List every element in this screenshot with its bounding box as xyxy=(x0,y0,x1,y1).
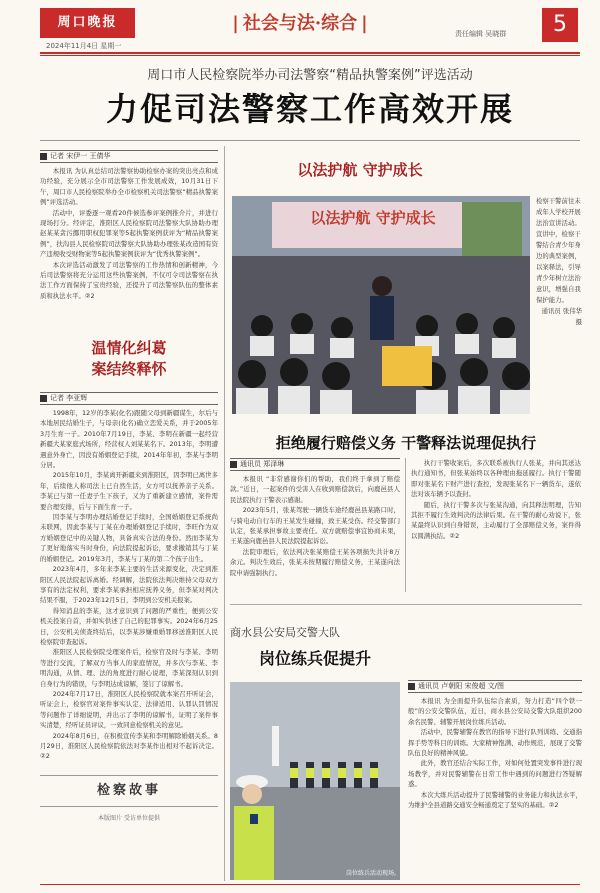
story4-paragraph: 本次大练兵活动提升了民警辅警的业务能力和执法水平，为维护全县道路交通安全畅通奠定了坚实的基础。②2 xyxy=(408,790,582,810)
story4-title: 岗位练兵促提升 xyxy=(258,649,371,668)
story4-paragraph: 此外，教官还结合实际工作，对如何处置突发事件进行现场教学，并对民警辅警在日常工作中遇到的问题进行答疑解惑。 xyxy=(408,759,582,789)
story2-title-line1: 温情化纠葛 xyxy=(91,339,167,357)
story3-byline-text: 通讯员 郑泽琳 xyxy=(240,460,285,468)
story4-paragraph: 本报讯 为全面提升队伍综合素质，努力打造“四个铁一般”的公安交警队伍，近日，商水县公安局交警大队组织200余名民警、辅警开展岗位练兵活动。 xyxy=(408,697,582,726)
story4 xyxy=(408,680,582,880)
story2-paragraph: 得知消息的李某，这才意识到了问题的严重性，便到公安机关投案自首，并如实供述了自己的犯罪事实。2024年6月25日，公安机关侦查终结后，以李某涉嫌重婚罪移送淮阳区人民检察院审查起诉。 xyxy=(40,606,218,646)
photo1-credit: 通讯员 张伟华 摄 xyxy=(541,307,582,326)
story2 xyxy=(40,392,218,761)
story2-paragraph: 2023年4月，多年来李某主要的生活来源变化，决定到淮阳区人民法院起诉离婚。经调解，法院依法判决维持父母双方享有的法定权利，要求李某承担相应抚养义务，但李某对判决结果不服，于2023年12月5日，李明到公安机关报案。 xyxy=(40,565,218,605)
lead-paragraph: 活动中，评委逐一观看20件候选参评案例推介片，并进行现场打分。经评定，淮阳区人民检察院司法警察大队协助办理赵某某贪污挪用职权犯罪案等5起执警案例获评为“精品执警案例”，扶沟县人民检察院司法警察大队协助办理张某改造国有资产违规收受财物案等5起执警案例获评为“优秀执警案例”。 xyxy=(40,208,218,259)
section-divider-left: | xyxy=(232,13,239,34)
byline-marker-icon xyxy=(230,461,237,468)
story3-title: 拒绝履行赔偿义务 干警释法说理促执行 xyxy=(275,434,537,452)
story2-byline-text: 记者 李亚辉 xyxy=(50,394,88,402)
lead-kicker: 周口市人民检察院举办司法警察“精品执警案例”评选活动 xyxy=(147,68,473,83)
page-editor: 责任编辑 吴晓群 xyxy=(455,30,507,38)
story2-paragraph: 因李某与李明办理结婚登记手续时，全国婚姻登记系统尚未联网，因此李某与丁某在办理婚姻登记手续时，李旺作为双方婚姻登记中的关键人物，具备真实合法的身份。然而李某为了更好地落实当时身份，向法院提起诉讼，要求撤销其与丁某的婚姻登记。2019年3月，李某与丁某的第二个孩子出生。 xyxy=(40,513,218,563)
lead-byline xyxy=(40,150,218,163)
traffic-police-illustration xyxy=(230,682,400,880)
story4-byline xyxy=(408,680,582,693)
byline-marker-icon xyxy=(40,153,47,160)
footer-rule xyxy=(40,884,580,885)
story2-title-line2: 案结终释怀 xyxy=(91,360,167,378)
story3-paragraph: 本报讯 “非常感谢你们的帮助，我们终于拿到了赔偿款。”近日，一起案件的受害人在收到赔偿款后，向鹿邑县人民法院执行干警表示感谢。 xyxy=(230,475,400,504)
section-divider-right: | xyxy=(361,13,368,34)
traffic-police-photo xyxy=(230,682,400,880)
story4-byline-text: 通讯员 卢朝阳 宋俊超 文/图 xyxy=(418,682,505,690)
story3-byline xyxy=(230,458,400,471)
page-number: 5 xyxy=(542,8,578,42)
section-title-text: 社会与法·综合 xyxy=(242,13,358,34)
photo1-caption-text: 检察干警前往未成年人学校开展法治宣讲活动。宣讲中，检察干警结合青少年身边的典型案例，以案释法，引导青少年树立法治意识，增强自我保护能力。 xyxy=(536,197,581,304)
story2-paragraph: 2015年10月，李某离开新疆来到淮阳区，因李明已离世多年，后续他人称司法上已自然生活，女方可以抚养亲子关系。李某已与第一任妻子生下孩子，又为了重新建立感情，案件需要合理安排，后与下面生育一子。 xyxy=(40,471,218,511)
issue-date: 2024年11月4日 星期一 xyxy=(46,42,122,50)
story2-byline xyxy=(40,392,218,405)
photo1-banner-text: 以法护航 守护成长 xyxy=(310,209,436,227)
story3-col1 xyxy=(230,458,400,592)
column-label: 检察故事 xyxy=(96,783,161,798)
story3-paragraph: 法院审理后，依法判决张某赔偿王某各项损失共计8万余元。判决生效后，张某未按期履行赔偿义务，王某遂向法院申请强制执行。 xyxy=(230,547,400,577)
lead-paragraph: 本次评选活动激发了司法警察的工作热情和创新精神，今后司法警察将充分运用这些执警案例，不仅可令司法警察在执法工作方面保持了宝贵经验，还提升了司法警察队伍的整体素质和执法水平。②2 xyxy=(40,260,218,300)
story3-paragraph: 执行干警收案后，多次联系被执行人张某，并向其送达执行通知书，但张某始终以各种理由拖延履行。执行干警随即对张某名下财产进行查控，发现张某名下一辆货车，遂依法对该车辆予以查封。 xyxy=(411,459,581,499)
photo-note: 本版图片 受访单位提供 xyxy=(98,815,160,822)
byline-marker-icon xyxy=(40,395,47,402)
byline-marker-icon xyxy=(408,683,415,690)
photo1-caption xyxy=(536,196,582,414)
header-rule xyxy=(40,52,580,54)
story3-divider xyxy=(405,458,406,592)
story3-paragraph: 2023年5月，张某驾驶一辆货车途经鹿邑县某路口时，与骑电动自行车的王某发生碰撞，致王某受伤。经交警部门认定，张某承担事故主要责任。双方就赔偿事宜协商未果，王某遂向鹿邑县人民法院提起诉讼。 xyxy=(230,506,400,546)
story4-paragraph: 活动中，民警辅警在教官的指导下进行队列训练、交通指挥手势等科目的训练。大家精神饱满、动作规范，展现了交警队伍良好的精神风貌。 xyxy=(408,728,582,758)
story3-col2 xyxy=(411,458,581,592)
lead-paragraph: 本报讯 为认真总结司法警察协助检察办案的突出亮点和成功经验，充分展示全市司法警察工作发展成效，10月31日下午，周口市人民检察院举办全市检察机关司法警察“精品执警案例”评选活动。 xyxy=(40,167,218,207)
story2-paragraph: 淮阳区人民检察院受理案件后，检察官及时与李某、李明等进行交流，了解双方当事人的家庭情况，并多次与李某、李明沟通，从情、理、法的角度进行耐心说理，李某深刻认识到自身行为的错误，与李明达成谅解，签订了谅解书。 xyxy=(40,648,218,688)
story4-kicker: 商水县公安局交警大队 xyxy=(230,626,340,639)
lead-headline: 力促司法警察工作高效开展 xyxy=(105,90,514,128)
story4-photo-caption: 岗位练兵活动现场。 xyxy=(345,870,400,877)
story-separator xyxy=(230,604,582,605)
story2-paragraph: 1998年，12岁的李某(化名)跟随父母到新疆谋生，尔后与本地居民结婚生子，与母亲(化名)确立恋爱关系，并于2005年3月生育一子。2010年7月19日，李某、李明在新疆一起经营新疆大某家庭式场所，经营权人刘某某名下。2013年，李明遭遇意外身亡，因没有婚姻登记手续，2014年年初，李某与李明分居。 xyxy=(40,409,218,470)
story3-paragraph: 随后，执行干警多次与张某沟通，向其释法明理，告知其拒不履行生效判决的法律后果。在干警的耐心劝说下，张某最终认识到自身错误，主动履行了全部赔偿义务，案件得以圆满执结。②2 xyxy=(411,500,581,540)
lead-story xyxy=(40,150,218,330)
story2-paragraph: 2024年7月17日，淮阳区人民检察院就本案召开听证会，听证会上，检察官对案件事实认定、法律适用、认罪认罚情况等问题作了详细说明，并出示了李明的谅解书，证明了案件事实清楚，经听证员评议，一致同意检察机关的意见。 xyxy=(40,689,218,730)
column-divider xyxy=(224,146,225,881)
section-title xyxy=(200,10,400,38)
story2-paragraph: 2024年8月6日，在积极宣传李某和李明解除婚姻关系。8月29日，淮阳区人民检察院依法对李某作出相对不起诉决定。②2 xyxy=(40,731,218,761)
story2-title xyxy=(40,338,218,380)
header-rule-thin xyxy=(40,55,580,56)
column-label-box xyxy=(40,775,218,807)
headline-rule xyxy=(40,140,580,141)
photo1-heading: 以法护航 守护成长 xyxy=(297,161,423,179)
lead-byline-text: 记者 宋伊一 王倩华 xyxy=(50,152,111,160)
newspaper-logo: 周口晚报 xyxy=(40,8,135,38)
